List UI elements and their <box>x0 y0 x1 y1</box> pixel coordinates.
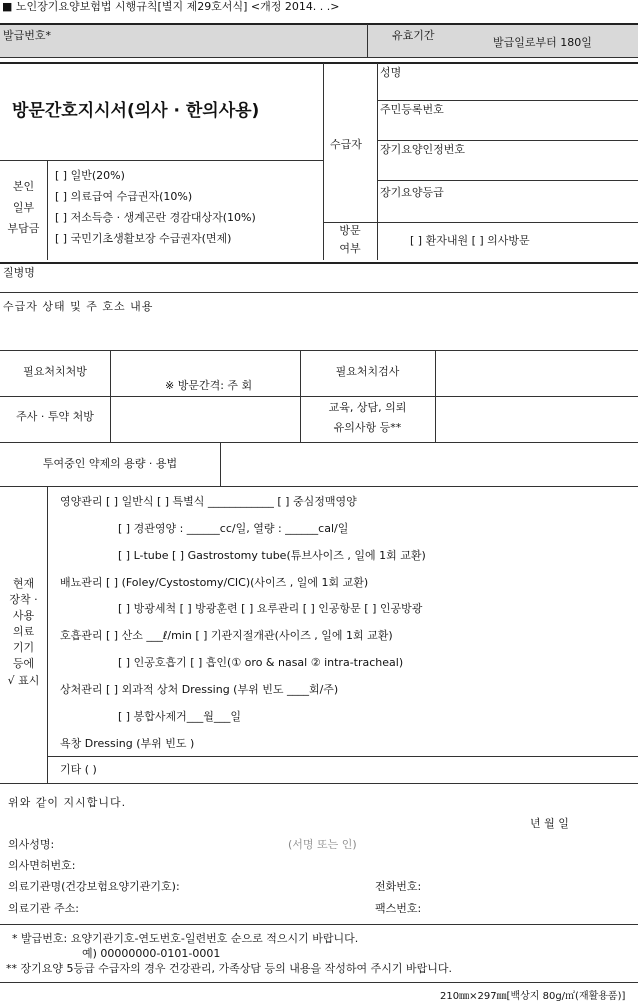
bladder-care-row[interactable]: [ ] 방광세척 [ ] 방광훈련 [ ] 요루관리 [ ] 인공항문 [ ] 인공방광 <box>118 602 423 615</box>
fax-label[interactable]: 팩스번호: <box>375 902 422 915</box>
devices-label-3: 사용 <box>12 609 35 622</box>
pressure-sore-row[interactable]: 욕창 Dressing (부위 빈도 ) <box>60 737 195 750</box>
visit-interval[interactable]: ※ 방문간격: 주 회 <box>165 379 253 392</box>
tube-type-row[interactable]: [ ] L-tube [ ] Gastrostomy tube(튜브사이즈 , 일에 1회 교환) <box>118 549 426 562</box>
address-label[interactable]: 의료기관 주소: <box>8 902 79 915</box>
statement: 위와 같이 지시합니다. <box>8 796 127 809</box>
copay-label-2: 일부 <box>12 201 35 214</box>
devices-label-2: 장착 · <box>9 593 38 606</box>
test-label: 필요처치검사 <box>335 365 400 378</box>
copay-option-exempt[interactable]: [ ] 국민기초생활보장 수급권자(면제) <box>55 232 232 245</box>
copay-label-1: 본인 <box>12 180 35 193</box>
status-label: 수급자 상태 및 주 호소 내용 <box>3 300 154 313</box>
recipient-label: 수급자 <box>330 138 362 151</box>
note-grade5: ** 장기요양 5등급 수급자의 경우 건강관리, 가족상담 등의 내용을 작성하여 주시기 바랍니다. <box>6 962 452 975</box>
injection-label: 주사 · 투약 처방 <box>16 410 94 423</box>
ventilator-row[interactable]: [ ] 인공호흡기 [ ] 흡인(① oro & nasal ② intra-tracheal) <box>118 656 404 669</box>
recipient-id-field[interactable]: 주민등록번호 <box>380 103 444 116</box>
other-row[interactable]: 기타 ( ) <box>60 763 97 776</box>
disease-label: 질병명 <box>3 266 35 279</box>
tube-feeding-row[interactable]: [ ] 경관영양 : ______cc/일, 열량 : ______cal/일 <box>118 522 349 535</box>
devices-label-1: 현재 <box>12 577 35 590</box>
valid-period-label: 유효기간 <box>392 29 435 42</box>
issue-number-label: 발급번호* <box>3 29 52 42</box>
devices-label-6: 등에 <box>12 657 35 670</box>
dose-label: 투여중인 약제의 용량 · 용법 <box>42 457 178 470</box>
phone-label[interactable]: 전화번호: <box>375 880 422 893</box>
sign-date[interactable]: 년 월 일 <box>530 817 569 830</box>
form-title: 방문간호지시서(의사 · 한의사용) <box>12 101 260 121</box>
law-caption: ■ 노인장기요양보험법 시행규칙[별지 제29호서식] <개정 2014. . .> <box>2 0 340 13</box>
urinary-row[interactable]: 배뇨관리 [ ] (Foley/Cystostomy/CIC)(사이즈 , 일에 1회 교환) <box>60 576 369 589</box>
recipient-cert-number-field[interactable]: 장기요양인정번호 <box>380 143 466 156</box>
visit-options[interactable]: [ ] 환자내원 [ ] 의사방문 <box>410 234 530 247</box>
visit-label-1: 방문 <box>339 224 361 237</box>
devices-label-5: 기기 <box>12 641 35 654</box>
copay-label-3: 부담금 <box>7 222 40 235</box>
note-example: 예) 00000000-0101-0001 <box>82 947 221 960</box>
license-number-label[interactable]: 의사면허번호: <box>8 859 76 872</box>
education-label-1: 교육, 상담, 의뢰 <box>328 401 407 414</box>
recipient-grade-field[interactable]: 장기요양등급 <box>380 186 444 199</box>
education-label-2: 유의사항 등** <box>333 421 402 434</box>
nutrition-row[interactable]: 영양관리 [ ] 일반식 [ ] 특별식 ____________ [ ] 중심정맥영양 <box>60 495 357 508</box>
suture-removal-row[interactable]: [ ] 봉합사제거___월___일 <box>118 710 241 723</box>
respiratory-row[interactable]: 호흡관리 [ ] 산소 ___ℓ/min [ ] 기관지절개관(사이즈 , 일에 1회 교환) <box>60 629 393 642</box>
devices-label-4: 의료 <box>12 625 35 638</box>
valid-period-value: 발급일로부터 180일 <box>493 36 592 49</box>
institution-label[interactable]: 의료기관명(건강보험요양기관기호): <box>8 880 180 893</box>
signature-hint[interactable]: (서명 또는 인) <box>288 838 357 851</box>
paper-spec: 210㎜×297㎜[백상지 80g/㎡(재활용품)] <box>440 991 626 1002</box>
note-issue-number: * 발급번호: 요양기관기호-연도번호-일련번호 순으로 적으시기 바랍니다. <box>12 932 359 945</box>
copay-option-low-income[interactable]: [ ] 저소득층 · 생계곤란 경감대상자(10%) <box>55 211 256 224</box>
devices-label-7: √ 표시 <box>7 674 40 687</box>
copay-option-general[interactable]: [ ] 일반(20%) <box>55 169 125 182</box>
visit-label-2: 여부 <box>339 242 361 255</box>
copay-option-medical-aid[interactable]: [ ] 의료급여 수급권자(10%) <box>55 190 193 203</box>
treatment-label: 필요처치처방 <box>23 365 87 378</box>
wound-care-row[interactable]: 상처관리 [ ] 외과적 상처 Dressing (부위 빈도 ____회/주) <box>60 683 339 696</box>
recipient-name-field[interactable]: 성명 <box>380 66 402 79</box>
doctor-name-label[interactable]: 의사성명: <box>8 838 55 851</box>
